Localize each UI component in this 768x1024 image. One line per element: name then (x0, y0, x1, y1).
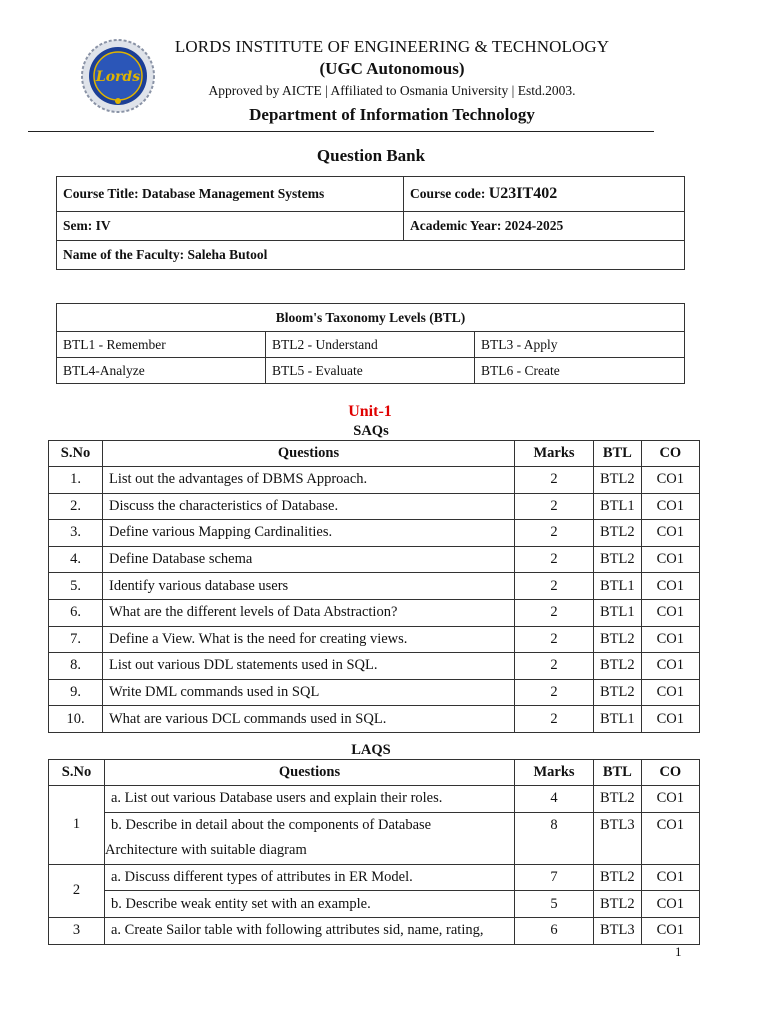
co: CO1 (641, 467, 699, 494)
marks: 2 (515, 599, 594, 626)
btl-table (56, 303, 685, 384)
btl: BTL2 (594, 653, 642, 680)
question-text: What are the different levels of Data Abstraction? (103, 599, 515, 626)
table-row (49, 864, 700, 891)
academic-year: Academic Year: 2024-2025 (404, 212, 685, 241)
question-number: 8. (49, 653, 103, 680)
question-number: 5. (49, 573, 103, 600)
institute-logo (80, 38, 156, 114)
question-text: Write DML commands used in SQL (103, 679, 515, 706)
col-header: BTL (594, 441, 642, 467)
question-text: a. List out various Database users and explain their roles. (105, 786, 515, 813)
table-row (49, 626, 700, 653)
course-code: U23IT402 (488, 185, 558, 202)
btl-level: BTL6 - Create (475, 358, 685, 384)
department-name: Department of Information Technology (249, 105, 535, 124)
marks: 4 (515, 786, 594, 813)
col-header: S.No (49, 441, 103, 467)
question-text: b. Describe in detail about the components of Database (105, 812, 515, 838)
co: CO1 (641, 891, 699, 918)
autonomous-status: (UGC Autonomous) (319, 59, 465, 78)
co: CO1 (641, 599, 699, 626)
table-row (49, 546, 700, 573)
question-text: List out various DDL statements used in SQL. (103, 653, 515, 680)
btl: BTL1 (594, 706, 642, 733)
btl: BTL3 (594, 812, 642, 864)
question-number: 3 (49, 917, 105, 944)
col-header: Marks (515, 760, 594, 786)
marks: 2 (515, 467, 594, 494)
co: CO1 (641, 573, 699, 600)
semester: Sem: IV (57, 212, 404, 241)
btl-level: BTL3 - Apply (475, 332, 685, 358)
btl: BTL2 (594, 891, 642, 918)
question-text: a. Discuss different types of attributes in ER Model. (105, 864, 515, 891)
btl: BTL1 (594, 493, 642, 520)
btl: BTL1 (594, 599, 642, 626)
question-text: Identify various database users (103, 573, 515, 600)
btl-level: BTL5 - Evaluate (266, 358, 475, 384)
co: CO1 (641, 520, 699, 547)
table-row (49, 467, 700, 494)
marks: 2 (515, 573, 594, 600)
btl: BTL1 (594, 573, 642, 600)
table-row (49, 786, 700, 813)
table-header-row (49, 441, 700, 467)
col-header: Marks (515, 441, 594, 467)
btl: BTL3 (594, 917, 642, 944)
co: CO1 (641, 917, 699, 944)
btl: BTL2 (594, 546, 642, 573)
question-text: Discuss the characteristics of Database. (103, 493, 515, 520)
marks: 2 (515, 706, 594, 733)
table-row (49, 891, 700, 918)
marks: 2 (515, 653, 594, 680)
marks: 7 (515, 864, 594, 891)
btl: BTL2 (594, 679, 642, 706)
question-number: 4. (49, 546, 103, 573)
btl-level: BTL4-Analyze (57, 358, 266, 384)
btl: BTL2 (594, 520, 642, 547)
saq-table (48, 440, 700, 733)
question-number: 2. (49, 493, 103, 520)
table-row (49, 520, 700, 547)
question-text: Define a View. What is the need for creating views. (103, 626, 515, 653)
question-text: Define various Mapping Cardinalities. (103, 520, 515, 547)
page-title: Question Bank (316, 146, 426, 165)
marks: 2 (515, 493, 594, 520)
btl-heading: Bloom's Taxonomy Levels (BTL) (57, 304, 685, 332)
co: CO1 (641, 786, 699, 813)
faculty-name: Name of the Faculty: Saleha Butool (57, 241, 685, 270)
btl: BTL2 (594, 467, 642, 494)
page-number: 1 (675, 944, 682, 959)
question-number: 6. (49, 599, 103, 626)
marks: 2 (515, 679, 594, 706)
laq-section-title: LAQS (351, 742, 391, 758)
logo-wordmark: Lords (95, 69, 141, 85)
question-text: b. Describe weak entity set with an example. (105, 891, 515, 918)
co: CO1 (641, 626, 699, 653)
question-text: List out the advantages of DBMS Approach. (103, 467, 515, 494)
question-number: 3. (49, 520, 103, 547)
course-info-table (56, 176, 685, 270)
marks: 2 (515, 520, 594, 547)
marks: 6 (515, 917, 594, 944)
course-title: Course Title: Database Management Systems (57, 177, 404, 212)
question-text: Define Database schema (103, 546, 515, 573)
co: CO1 (641, 546, 699, 573)
saq-section-title: SAQs (353, 423, 389, 439)
question-number: 9. (49, 679, 103, 706)
co: CO1 (641, 679, 699, 706)
unit-title: Unit-1 (348, 403, 392, 420)
table-header-row (49, 760, 700, 786)
table-row (49, 812, 700, 838)
btl-level: BTL1 - Remember (57, 332, 266, 358)
marks: 2 (515, 626, 594, 653)
table-row (49, 599, 700, 626)
co: CO1 (641, 706, 699, 733)
question-number: 10. (49, 706, 103, 733)
btl: BTL2 (594, 626, 642, 653)
marks: 8 (515, 812, 594, 864)
institute-name: LORDS INSTITUTE OF ENGINEERING & TECHNOLOGY (174, 37, 610, 56)
co: CO1 (641, 493, 699, 520)
question-number: 1 (49, 786, 105, 865)
btl: BTL2 (594, 786, 642, 813)
question-text-continued: Architecture with suitable diagram (105, 838, 515, 864)
table-row (49, 573, 700, 600)
question-number: 1. (49, 467, 103, 494)
question-number: 7. (49, 626, 103, 653)
question-text: What are various DCL commands used in SQL. (103, 706, 515, 733)
approval-line: Approved by AICTE | Affiliated to Osmania University | Estd.2003. (208, 83, 576, 98)
col-header: CO (641, 760, 699, 786)
co: CO1 (641, 653, 699, 680)
btl: BTL2 (594, 864, 642, 891)
question-text: a. Create Sailor table with following attributes sid, name, rating, (105, 917, 515, 944)
col-header: S.No (49, 760, 105, 786)
col-header: Questions (105, 760, 515, 786)
co: CO1 (641, 864, 699, 891)
marks: 2 (515, 546, 594, 573)
marks: 5 (515, 891, 594, 918)
co: CO1 (641, 812, 699, 864)
table-row (49, 917, 700, 944)
table-row (49, 679, 700, 706)
laq-table (48, 759, 700, 945)
btl-level: BTL2 - Understand (266, 332, 475, 358)
col-header: BTL (594, 760, 642, 786)
table-row (49, 706, 700, 733)
question-number: 2 (49, 864, 105, 917)
col-header: Questions (103, 441, 515, 467)
course-code-cell: Course code: U23IT402 (404, 177, 685, 212)
table-row (49, 653, 700, 680)
table-row (49, 493, 700, 520)
col-header: CO (641, 441, 699, 467)
header-divider (28, 131, 654, 132)
